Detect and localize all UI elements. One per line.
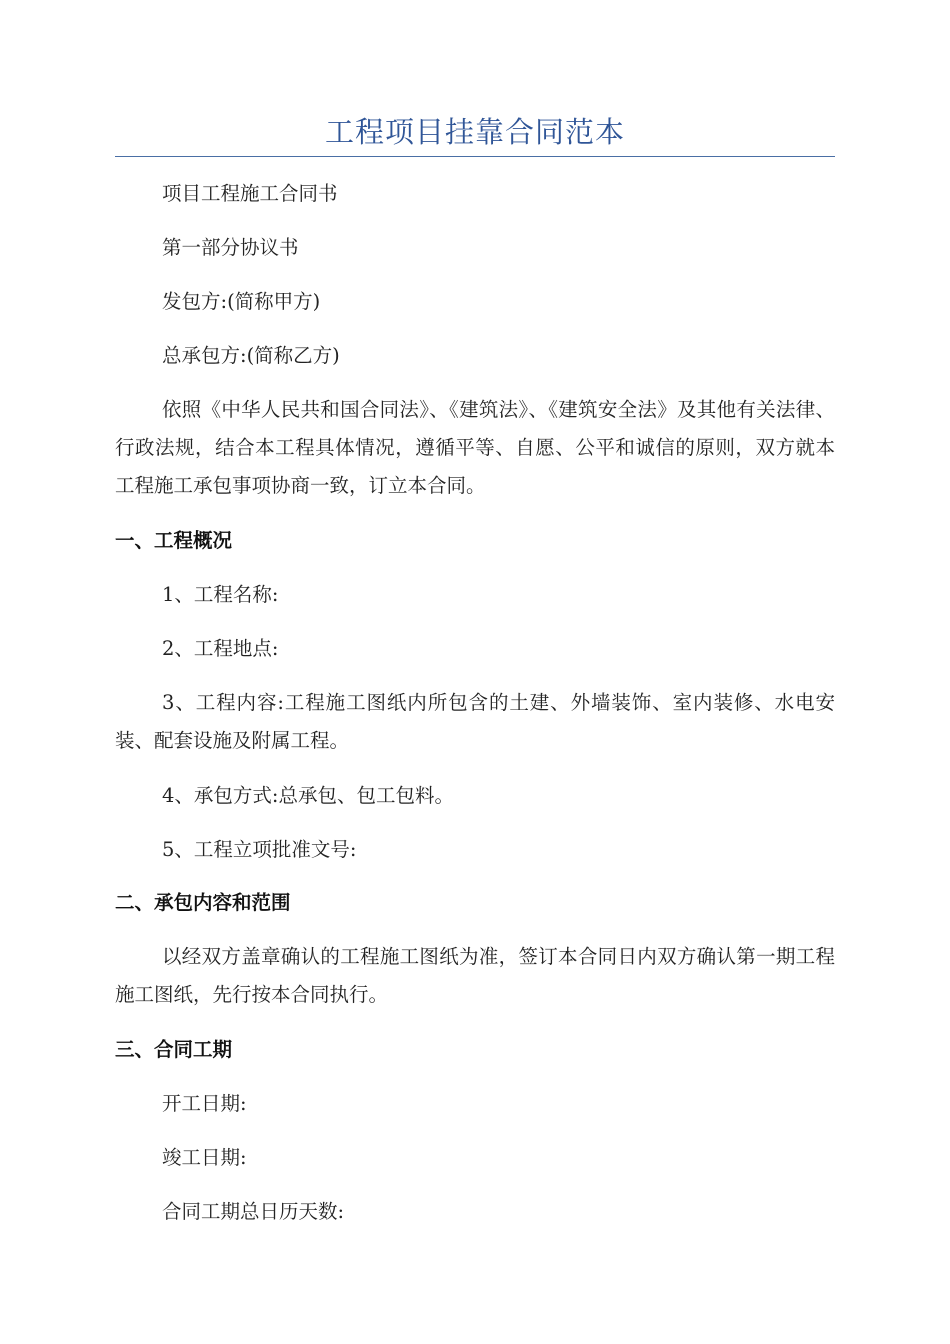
item-project-location: 2、工程地点: bbox=[162, 637, 279, 660]
party-b-line: 总承包方:(简称乙方) bbox=[162, 344, 340, 367]
section-heading-scope: 二、承包内容和范围 bbox=[115, 891, 291, 914]
scope-paragraph: 以经双方盖章确认的工程施工图纸为准，签订本合同日内双方确认第一期工程施工图纸，先行按本合同执行。 bbox=[115, 945, 835, 1006]
title-block bbox=[115, 108, 835, 157]
completion-date-line: 竣工日期: bbox=[162, 1146, 247, 1169]
party-a-line: 发包方:(简称甲方) bbox=[162, 290, 321, 313]
document-title: 工程项目挂靠合同范本 bbox=[324, 115, 625, 149]
section-heading-overview: 一、工程概况 bbox=[115, 529, 233, 552]
item-project-name: 1、工程名称: bbox=[162, 583, 279, 606]
total-days-line: 合同工期总日历天数: bbox=[162, 1200, 345, 1223]
contract-subtitle: 项目工程施工合同书 bbox=[162, 182, 338, 205]
part-one-label: 第一部分协议书 bbox=[162, 236, 299, 259]
section-heading-duration: 三、合同工期 bbox=[115, 1038, 233, 1061]
item-contract-method: 4、承包方式:总承包、包工包料。 bbox=[162, 784, 454, 807]
preamble-paragraph: 依照《中华人民共和国合同法》、《建筑法》、《建筑安全法》及其他有关法律、行政法规，结合本工程具体情况，遵循平等、自愿、公平和诚信的原则，双方就本工程施工承包事项协商一致，订立本合同。 bbox=[115, 398, 835, 497]
start-date-line: 开工日期: bbox=[162, 1092, 247, 1115]
item-project-content: 3、工程内容:工程施工图纸内所包含的土建、外墙装饰、室内装修、水电安装、配套设施及附属工程。 bbox=[115, 691, 835, 752]
item-approval-number: 5、工程立项批准文号: bbox=[162, 838, 357, 861]
